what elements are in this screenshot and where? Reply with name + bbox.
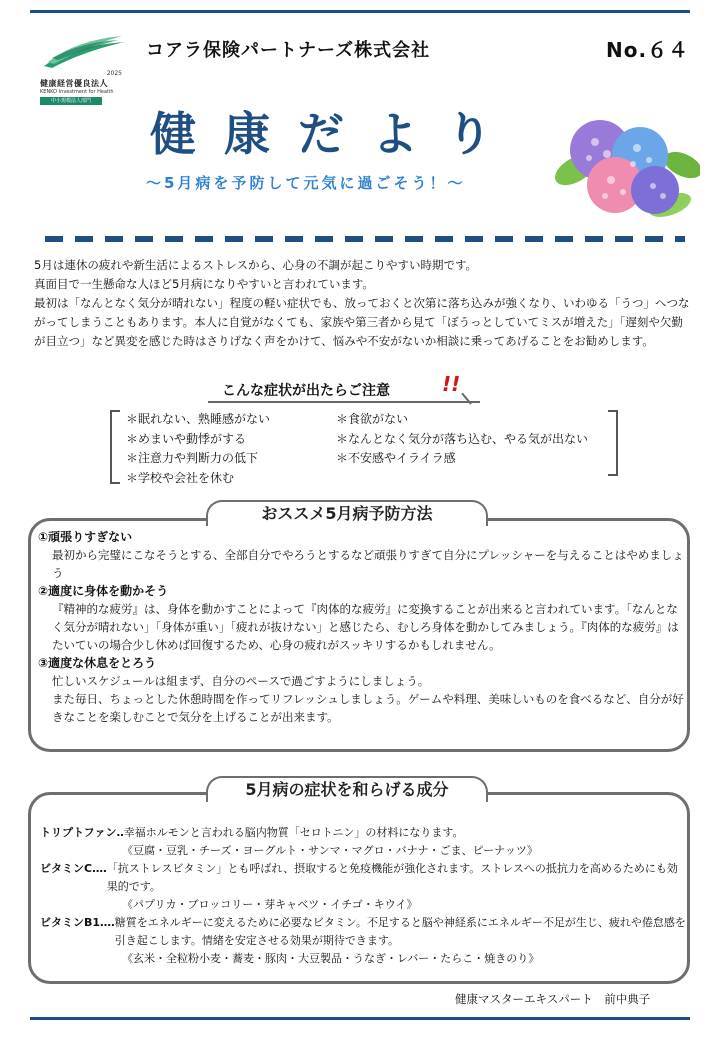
ingredients-heading: 5月病の症状を和らげる成分 (206, 776, 488, 802)
newsletter-title: 健康だより (150, 107, 520, 161)
ingredient-name: ビタミンC‥‥ (40, 862, 107, 875)
prevention-item-body: 『精神的な疲労』は、身体を動かすことによって『肉体的な疲労』に変換することが出来ると言われています。「なんとなく気分が晴れない」「身体が重い」「疲れが抜けない」と感じたら、むしろ身体を動かしてみましょう。『肉体的な疲労』はたいていの場合少し休めば回復するため、心身の疲れがスッキリするかもしれません。 (52, 602, 679, 652)
ingredient-desc: 糖質をエネルギーに変えるために必要なビタミン。不足すると脳や神経系にエネルギー不足が生じ、疲れや倦怠感を引き起こします。情緒を安定させる効果が期待できます。 (114, 916, 686, 947)
ingredient-row (40, 824, 688, 842)
symptom-item: ＊不安感やイライラ感 (336, 451, 456, 465)
ingredient-desc: 「抗ストレスビタミン」とも呼ばれ、摂取すると免疫機能が強化されます。ストレスへの抵抗力を高めるためにも効果的です。 (106, 862, 678, 893)
exclamation-icon: !! (442, 372, 461, 396)
ingredients-list (40, 824, 688, 968)
bracket-left (110, 410, 120, 484)
title-divider (45, 236, 685, 242)
symptom-item: ＊注意力や判断力の低下 (126, 451, 259, 465)
ingredient-desc: 幸福ホルモンと言われる脳内物質「セロトニン」の材料になります。 (123, 826, 464, 839)
ingredient-foods: 《豆腐・豆乳・チーズ・ヨーグルト・サンマ・マグロ・バナナ・ごま、ピーナッツ》 (122, 844, 538, 857)
symptom-item: ＊眠れない、熟睡感がない (126, 412, 271, 426)
symptom-item: ＊めまいや動悸がする (126, 431, 247, 446)
heading-underline (208, 401, 480, 403)
symptoms-heading-text: こんな症状が出たらご注意 (222, 383, 390, 399)
logo-name: 健康経営優良法人 (40, 79, 108, 88)
ingredient-name: トリプトファン‥ (40, 826, 124, 839)
symptom-item: ＊食欲がない (336, 412, 409, 426)
symptom-item: ＊なんとなく気分が落ち込む、やる気が出ない (336, 431, 589, 446)
logo-english: KENKO Investment for Health (40, 89, 114, 95)
issue-number: No.６４ (606, 38, 690, 62)
symptoms-heading (208, 372, 488, 404)
intro-text (34, 256, 690, 351)
prevention-item-title: ①頑張りすぎない (38, 530, 133, 544)
prevention-list (38, 528, 684, 726)
prevention-item-title: ③適度な休息をとろう (38, 656, 157, 670)
symptom-item: ＊学校や会社を休む (126, 470, 235, 485)
logo-year: 2025 (106, 70, 122, 77)
prevention-item-body: 忙しいスケジュールは組まず、自分のペースで過ごすようにしましょう。 また毎日、ちょっとした休憩時間を作ってリフレッシュしましょう。ゲームや料理、美味しいものを食べるなど、自分が好きなことを楽しむことで気分を上げることが出来ます。 (52, 674, 684, 724)
ingredient-row (40, 860, 688, 896)
symptoms-list (126, 410, 606, 488)
ingredient-row (40, 914, 688, 950)
prevention-heading: おススメ5月病予防方法 (206, 500, 488, 526)
author-credit: 健康マスターエキスパート 前中典子 (455, 992, 651, 1006)
bracket-right (608, 410, 618, 476)
intro-paragraph: 5月は連休の疲れや新生活によるストレスから、心身の不調が起こりやすい時期です。 (34, 258, 478, 272)
intro-paragraph: 真面目で一生懸命な人ほど5月病になりやすいと言われています。 (34, 277, 374, 291)
newsletter-subtitle: ～5月病を予防して元気に過ごそう！～ (146, 174, 466, 192)
ingredient-foods: 《パプリカ・ブロッコリー・芽キャベツ・イチゴ・キウイ》 (122, 898, 418, 911)
health-management-logo (40, 36, 126, 110)
prevention-item-title: ②適度に身体を動かそう (38, 584, 169, 598)
logo-swoosh-icon (42, 36, 126, 70)
ingredient-foods: 《玄米・全粒粉小麦・蕎麦・豚肉・大豆製品・うなぎ・レバー・たらこ・焼きのり》 (122, 952, 540, 965)
company-name: コアラ保険パートナーズ株式会社 (146, 40, 431, 61)
hydrangea-icon (555, 110, 700, 230)
intro-paragraph: 最初は「なんとなく気分が晴れない」程度の軽い症状でも、放っておくと次第に落ち込みが強くなり、いわゆる「うつ」へつながってしまうこともあります。本人に自覚がなくても、家族や第三者から見て「ぼうっとしていてミスが増えた」「遅刻や欠勤が目立つ」など異変を感じた時はさりげなく声をかけて、悩みや不安がないか相談に乗ってあげることをお勧めします。 (34, 296, 690, 348)
logo-category-band: 中小規模法人部門 (40, 97, 102, 105)
ingredient-name: ビタミンB1‥‥ (40, 916, 115, 929)
prevention-item-body: 最初から完璧にこなそうとする、全部自分でやろうとするなど頑張りすぎて自分にプレッシャーを与えることはやめましょう (52, 548, 684, 580)
